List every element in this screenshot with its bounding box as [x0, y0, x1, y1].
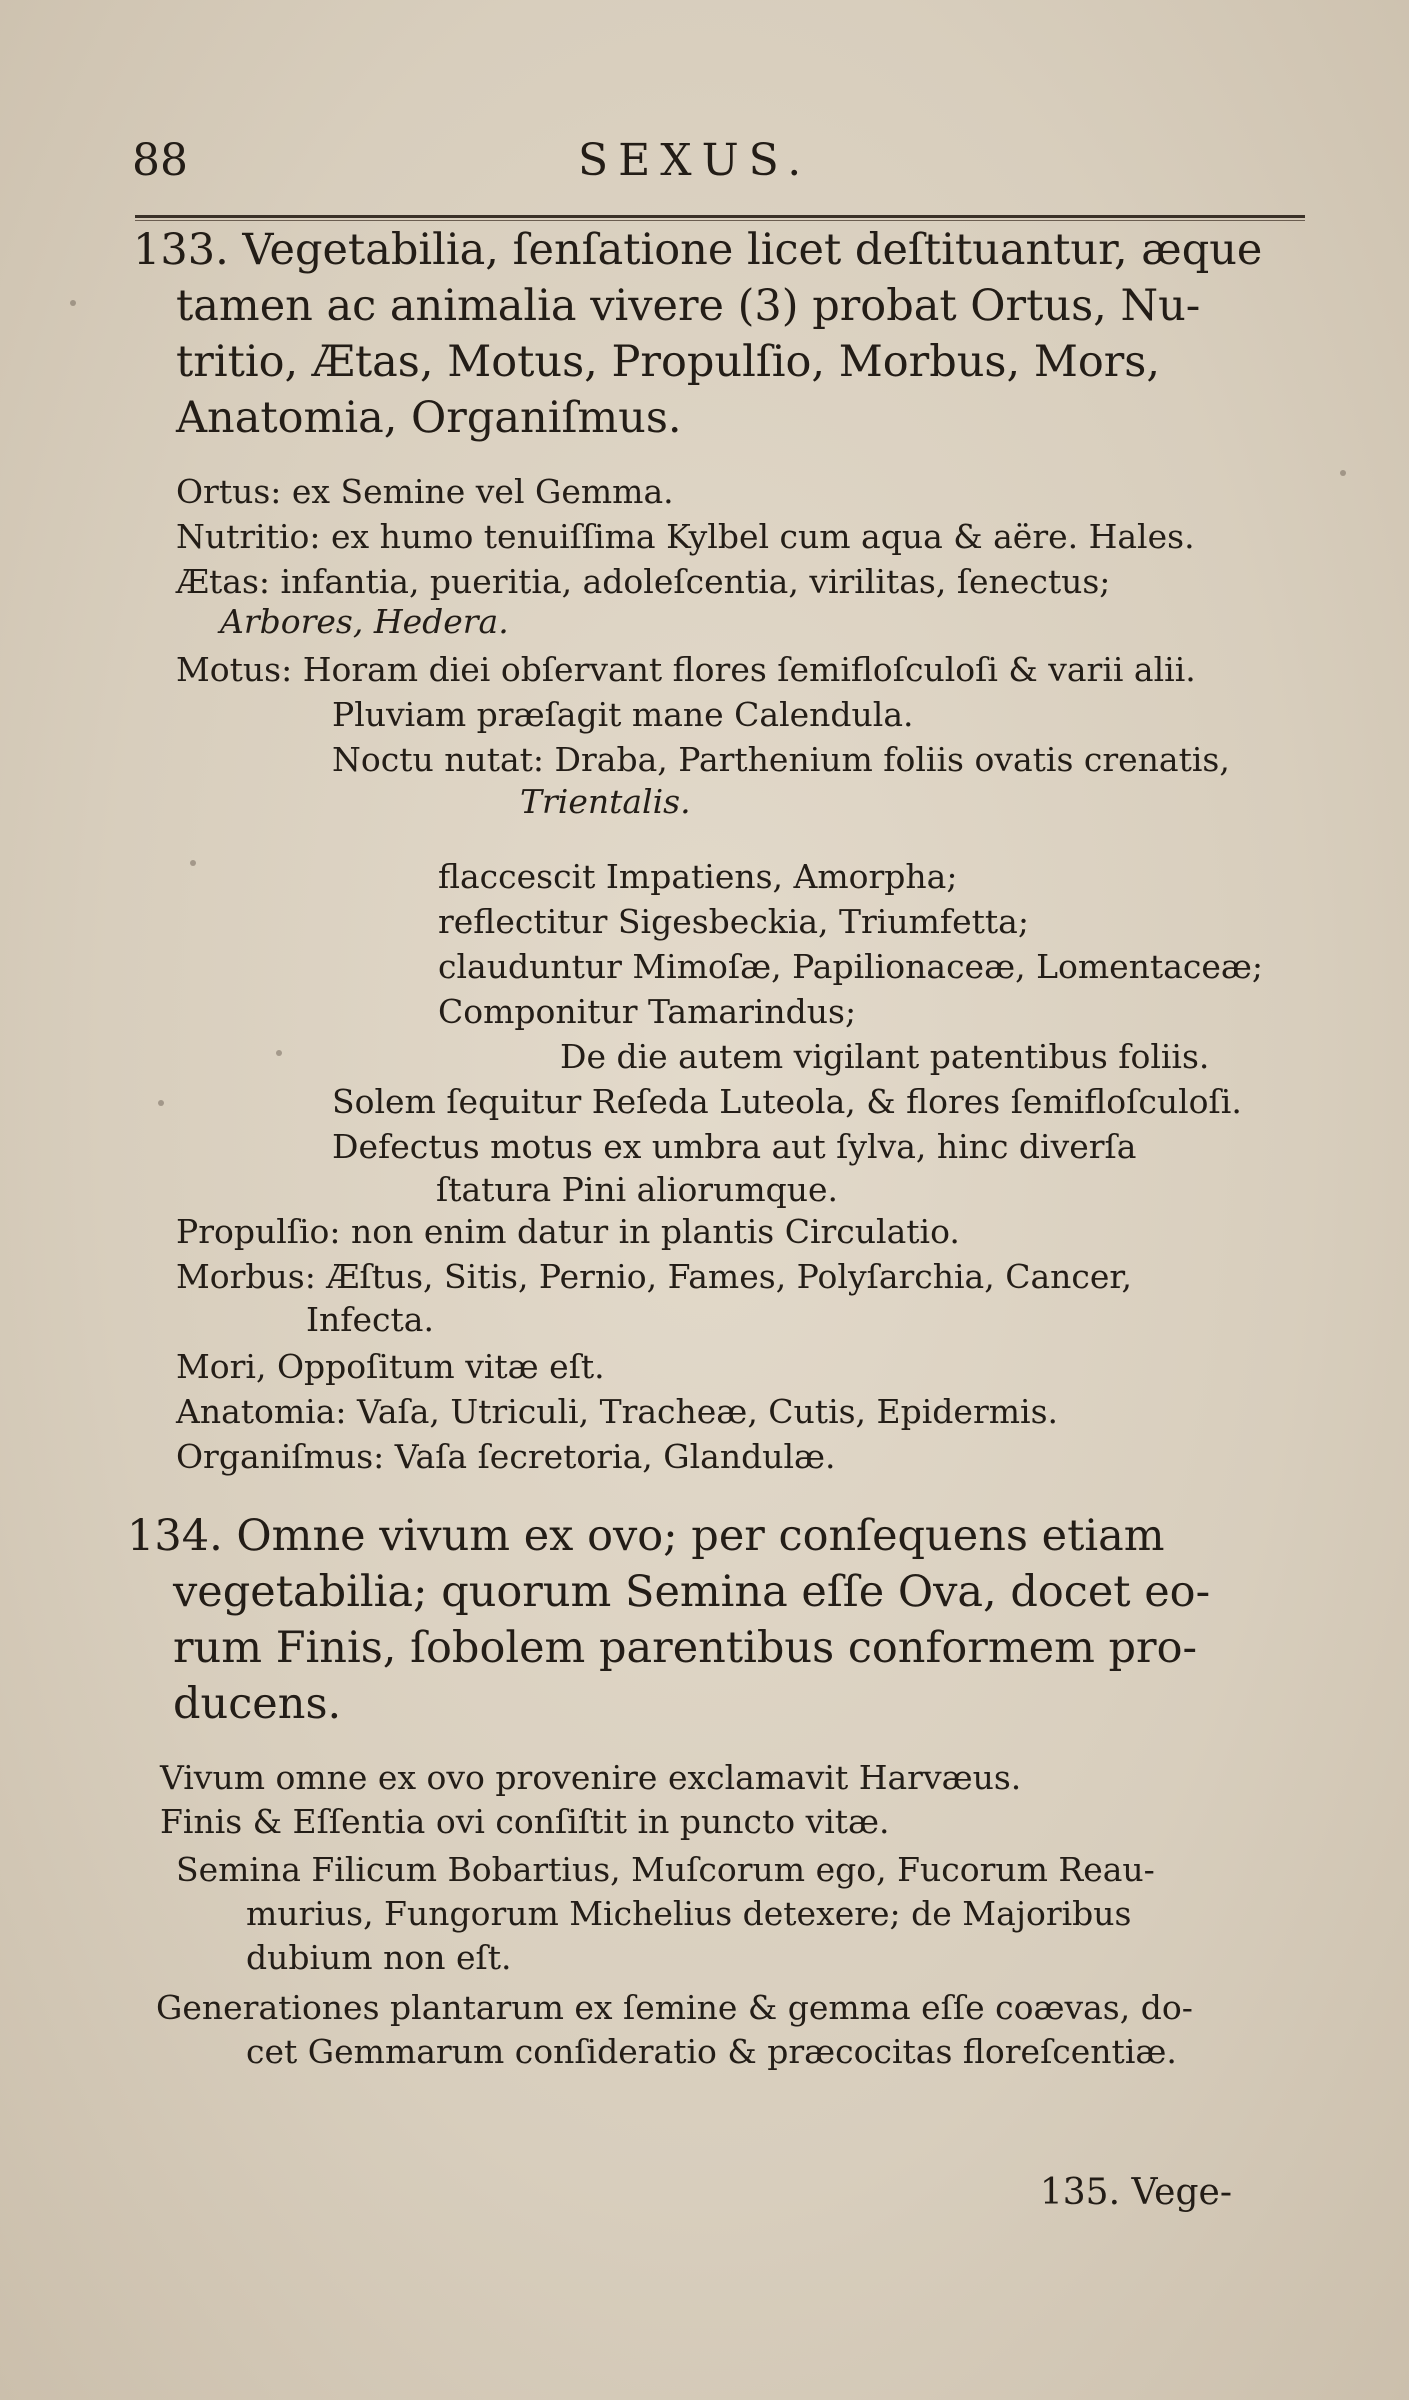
- header-rule-thin: [135, 220, 1305, 221]
- note-line: reflectitur Sigesbeckia, Triumfetta;: [438, 902, 1029, 941]
- note-line: Nutritio: ex humo tenuiſſima Kylbel cum aqua & aëre. Hales.: [176, 517, 1195, 556]
- note-line: De die autem vigilant patentibus foliis.: [560, 1037, 1210, 1076]
- note-line: Defectus motus ex umbra aut ſylva, hinc diverſa: [332, 1127, 1137, 1166]
- note-line: Generationes plantarum ex ſemine & gemma eſſe coævas, do-: [156, 1988, 1193, 2027]
- note-line: Semina Filicum Bobartius, Muſcorum ego, Fucorum Reau-: [176, 1850, 1155, 1889]
- note-line: Vivum omne ex ovo provenire exclamavit Harvæus.: [160, 1758, 1022, 1797]
- paragraph-line: tritio, Ætas, Motus, Propulſio, Morbus, Mors,: [176, 337, 1161, 387]
- note-line: Propulſio: non enim datur in plantis Circulatio.: [176, 1212, 960, 1251]
- note-line: Morbus: Æſtus, Sitis, Pernio, Fames, Polyſarchia, Cancer,: [176, 1257, 1133, 1296]
- note-line: Pluviam præſagit mane Calendula.: [332, 695, 914, 734]
- note-line: Ortus: ex Semine vel Gemma.: [176, 472, 674, 511]
- paragraph-line: 133. Vegetabilia, ſenſatione licet deſtituantur, æque: [133, 225, 1263, 275]
- running-title: SEXUS.: [578, 135, 812, 186]
- paper-speck: [158, 1100, 164, 1106]
- note-line: Ætas: infantia, pueritia, adoleſcentia, virilitas, ſenectus;: [176, 562, 1111, 601]
- note-line: Trientalis.: [520, 782, 691, 821]
- note-line: Noctu nutat: Draba, Parthenium foliis ovatis crenatis,: [332, 740, 1230, 779]
- paper-speck: [1340, 470, 1346, 476]
- note-line: flaccescit Impatiens, Amorpha;: [438, 857, 958, 896]
- note-line: Organiſmus: Vaſa ſecretoria, Glandulæ.: [176, 1437, 836, 1476]
- paragraph-line: 134. Omne vivum ex ovo; per conſequens etiam: [127, 1511, 1165, 1561]
- paragraph-line: tamen ac animalia vivere (3) probat Ortus, Nu-: [176, 281, 1201, 331]
- note-line: Solem ſequitur Reſeda Luteola, & flores ſemifloſculoſi.: [332, 1082, 1242, 1121]
- paper-speck: [70, 300, 76, 306]
- page-number: 88: [132, 135, 188, 186]
- note-line: Componitur Tamarindus;: [438, 992, 857, 1031]
- paragraph-line: ducens.: [173, 1679, 342, 1729]
- note-line: Finis & Eſſentia ovi conſiſtit in puncto vitæ.: [160, 1802, 890, 1841]
- note-line: cet Gemmarum conſideratio & præcocitas floreſcentiæ.: [246, 2032, 1177, 2071]
- paragraph-line: vegetabilia; quorum Semina eſſe Ova, docet eo-: [173, 1567, 1211, 1617]
- paragraph-line: rum Finis, ſobolem parentibus conformem pro-: [173, 1623, 1198, 1673]
- note-line: Infecta.: [306, 1300, 434, 1339]
- paragraph-line: Anatomia, Organiſmus.: [176, 393, 682, 443]
- header-rule: [135, 215, 1305, 218]
- note-line: Anatomia: Vaſa, Utriculi, Tracheæ, Cutis, Epidermis.: [176, 1392, 1059, 1431]
- catchword: 135. Vege-: [1039, 2172, 1232, 2213]
- note-line: Mori, Oppoſitum vitæ eſt.: [176, 1347, 605, 1386]
- note-line: clauduntur Mimoſæ, Papilionaceæ, Lomentaceæ;: [438, 947, 1264, 986]
- note-line: dubium non eſt.: [246, 1938, 512, 1977]
- paper-speck: [276, 1050, 282, 1056]
- note-line: ſtatura Pini aliorumque.: [436, 1170, 839, 1209]
- note-line: Motus: Horam diei obſervant flores ſemifloſculoſi & varii alii.: [176, 650, 1196, 689]
- paper-speck: [190, 860, 196, 866]
- note-line: Arbores, Hedera.: [220, 602, 509, 641]
- note-line: murius, Fungorum Michelius detexere; de Majoribus: [246, 1894, 1132, 1933]
